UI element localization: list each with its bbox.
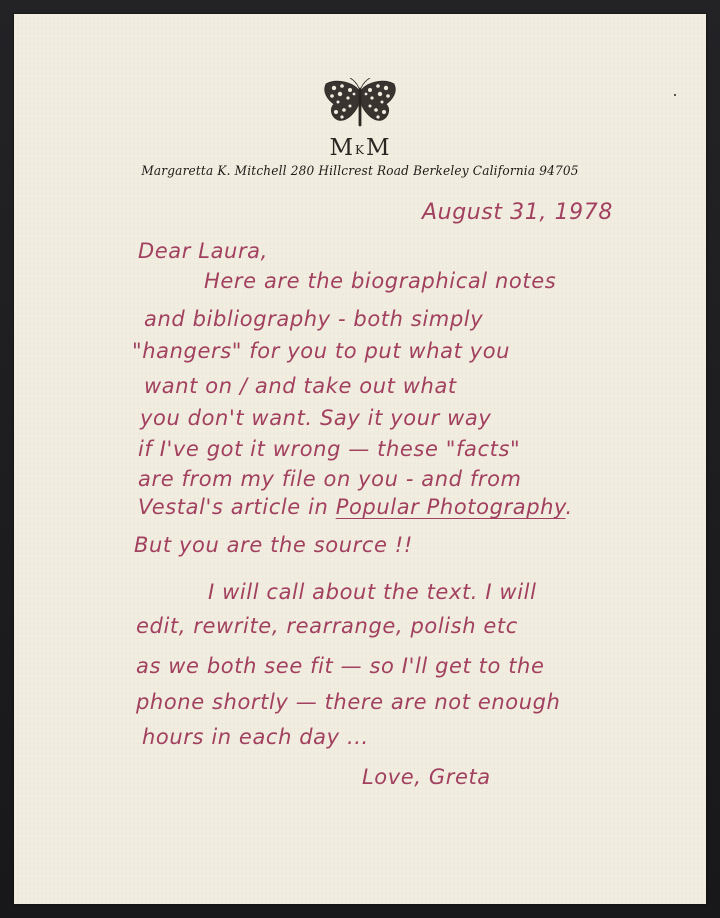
body-line-6: if I've got it wrong — these "facts" [138,437,521,461]
body-line-14: hours in each day ... [142,725,369,749]
body-line-12: as we both see fit — so I'll get to the [136,654,545,678]
body-line-13: phone shortly — there are not enough [136,690,561,714]
body-line-2: and bibliography - both simply [144,307,484,331]
monogram-right: M [365,135,391,161]
letterhead-address: Margaretta K. Mitchell 280 Hillcrest Road Berkeley California 94705 [141,164,579,179]
magazine-title: Popular Photography [335,495,566,519]
letter-date: August 31, 1978 [422,200,613,225]
body-line-4: want on / and take out what [144,374,457,398]
body-line-8-suffix: . [565,495,573,519]
body-line-1: Here are the biographical notes [204,269,557,293]
paper-mark [674,94,676,96]
body-line-8 [138,495,573,519]
body-line-7: are from my file on you - and from [138,467,522,491]
monogram-left: M [329,135,355,161]
butterfly-icon [320,78,400,134]
body-line-5: you don't want. Say it your way [140,406,492,430]
monogram-mid: K [355,143,365,157]
body-line-9: But you are the source !! [134,533,413,557]
salutation: Dear Laura, [138,239,268,263]
body-line-10: I will call about the text. I will [208,580,537,604]
closing-signature: Love, Greta [362,765,491,789]
monogram [14,136,706,160]
body-line-8-prefix: Vestal's article in [138,495,336,519]
letterhead [14,78,706,160]
body-line-3: "hangers" for you to put what you [132,339,511,363]
body-line-11: edit, rewrite, rearrange, polish etc [136,614,518,638]
letter-sheet [14,14,706,904]
